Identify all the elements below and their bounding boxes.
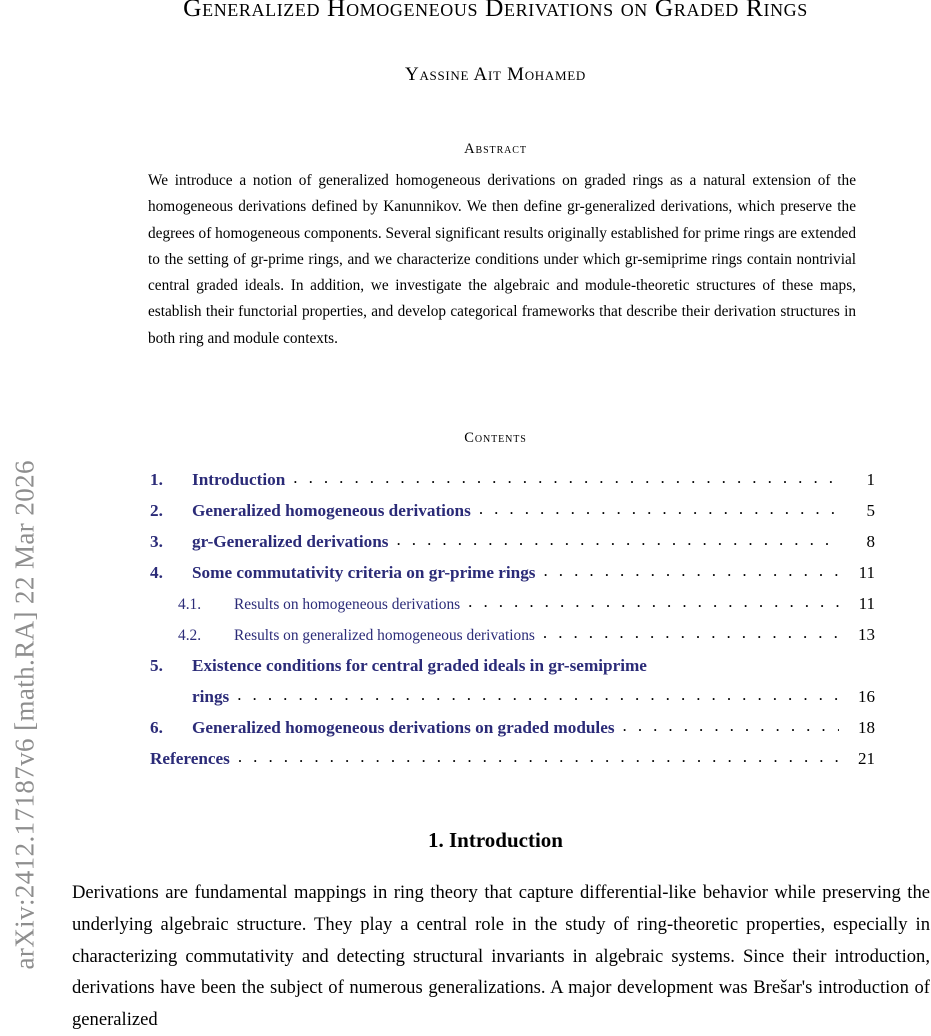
- toc-entry[interactable]: [150, 594, 875, 625]
- toc-dot-leader: [543, 623, 839, 643]
- toc-entry[interactable]: [150, 563, 875, 594]
- toc-entry[interactable]: [150, 625, 875, 656]
- toc-entry-page: 1: [866, 470, 875, 489]
- toc-dot-leader: [397, 530, 840, 550]
- toc-entry-number: 2.: [150, 501, 163, 520]
- table-of-contents: [150, 470, 875, 780]
- arxiv-stamp-text: arXiv:2412.17187v6 [math.RA] 22 Mar 2026: [9, 460, 40, 970]
- toc-entry-page: 8: [866, 532, 875, 551]
- toc-entry[interactable]: [150, 532, 875, 563]
- toc-entry-title[interactable]: Generalized homogeneous derivations: [192, 501, 471, 520]
- toc-entry-page: 21: [858, 749, 875, 768]
- toc-dot-leader: [623, 716, 839, 736]
- toc-entry-page: 16: [858, 687, 875, 706]
- toc-entry-number: 3.: [150, 532, 163, 551]
- introduction-paragraph: Derivations are fundamental mappings in ring theory that capture differential-like behavior while preserving the underlying algebraic structure. They play a central role in the study of ring-theoretic properties, especially in characterizing commutativity and detecting structural invariants in algebraic systems. Since their introduction, derivations have been the subject of numerous generalizations. A major development was Brešar's introduction of generalized: [72, 882, 930, 1031]
- toc-dot-leader: [544, 561, 840, 581]
- toc-entry-title[interactable]: References: [150, 749, 230, 768]
- toc-entry[interactable]: [150, 470, 875, 501]
- toc-entry-title[interactable]: gr-Generalized derivations: [192, 532, 389, 551]
- toc-entry-number: 6.: [150, 718, 163, 737]
- abstract-body: [148, 168, 856, 352]
- toc-entry-number: 4.1.: [178, 596, 202, 613]
- toc-dot-leader: [479, 499, 839, 519]
- toc-entry-title[interactable]: Results on generalized homogeneous derivations: [234, 627, 535, 644]
- toc-entry-title[interactable]: rings: [192, 687, 230, 706]
- toc-entry[interactable]: [150, 501, 875, 532]
- toc-dot-leader: [293, 468, 839, 488]
- toc-entry-title[interactable]: Introduction: [192, 470, 286, 489]
- toc-entry-title[interactable]: Results on homogeneous derivations: [234, 596, 461, 613]
- toc-dot-leader: [237, 685, 839, 705]
- toc-entry-page: 11: [858, 563, 875, 582]
- toc-entry[interactable]: [150, 718, 875, 749]
- abstract-text: We introduce a notion of generalized homogeneous derivations on graded rings as a natural extension of the homogeneous derivations defined by Kanunnikov. We then define gr-generalized derivations, which preserve the degrees of homogeneous components. Several significant results originally established for prime rings are extended to the setting of gr-prime rings, and we characterize conditions under which gr-semiprime rings contain nontrivial central graded ideals. In addition, we investigate the algebraic and module-theoretic structures of these maps, establish their functorial properties, and develop categorical frameworks that describe their derivation structures in both ring and module contexts.: [148, 172, 856, 347]
- toc-entry-number: 4.2.: [178, 627, 202, 644]
- page-title: Generalized Homogeneous Derivations on Graded Rings: [183, 0, 808, 22]
- toc-entry-number: 1.: [150, 470, 163, 489]
- toc-entry[interactable]: [150, 687, 875, 718]
- toc-dot-leader: [468, 592, 839, 612]
- section-heading-introduction: 1. Introduction: [428, 828, 563, 852]
- abstract-heading: Abstract: [464, 141, 527, 157]
- contents-heading: Contents: [464, 430, 527, 446]
- author-name: Yassine Ait Mohamed: [405, 64, 586, 85]
- toc-entry-title[interactable]: Existence conditions for central graded ideals in gr-semiprime: [192, 656, 647, 675]
- toc-entry-title[interactable]: Generalized homogeneous derivations on graded modules: [192, 718, 615, 737]
- introduction-body: [72, 877, 930, 1036]
- toc-dot-leader: [238, 747, 839, 767]
- toc-entry-title[interactable]: Some commutativity criteria on gr-prime rings: [192, 563, 536, 582]
- toc-entry-page: 11: [858, 594, 875, 613]
- toc-entry-page: 18: [858, 718, 875, 737]
- toc-entry-page: 5: [866, 501, 875, 520]
- toc-entry[interactable]: [150, 656, 875, 687]
- toc-entry-page: 13: [858, 625, 875, 644]
- toc-entry-number: 5.: [150, 656, 163, 675]
- toc-entry[interactable]: [150, 749, 875, 780]
- toc-entry-number: 4.: [150, 563, 163, 582]
